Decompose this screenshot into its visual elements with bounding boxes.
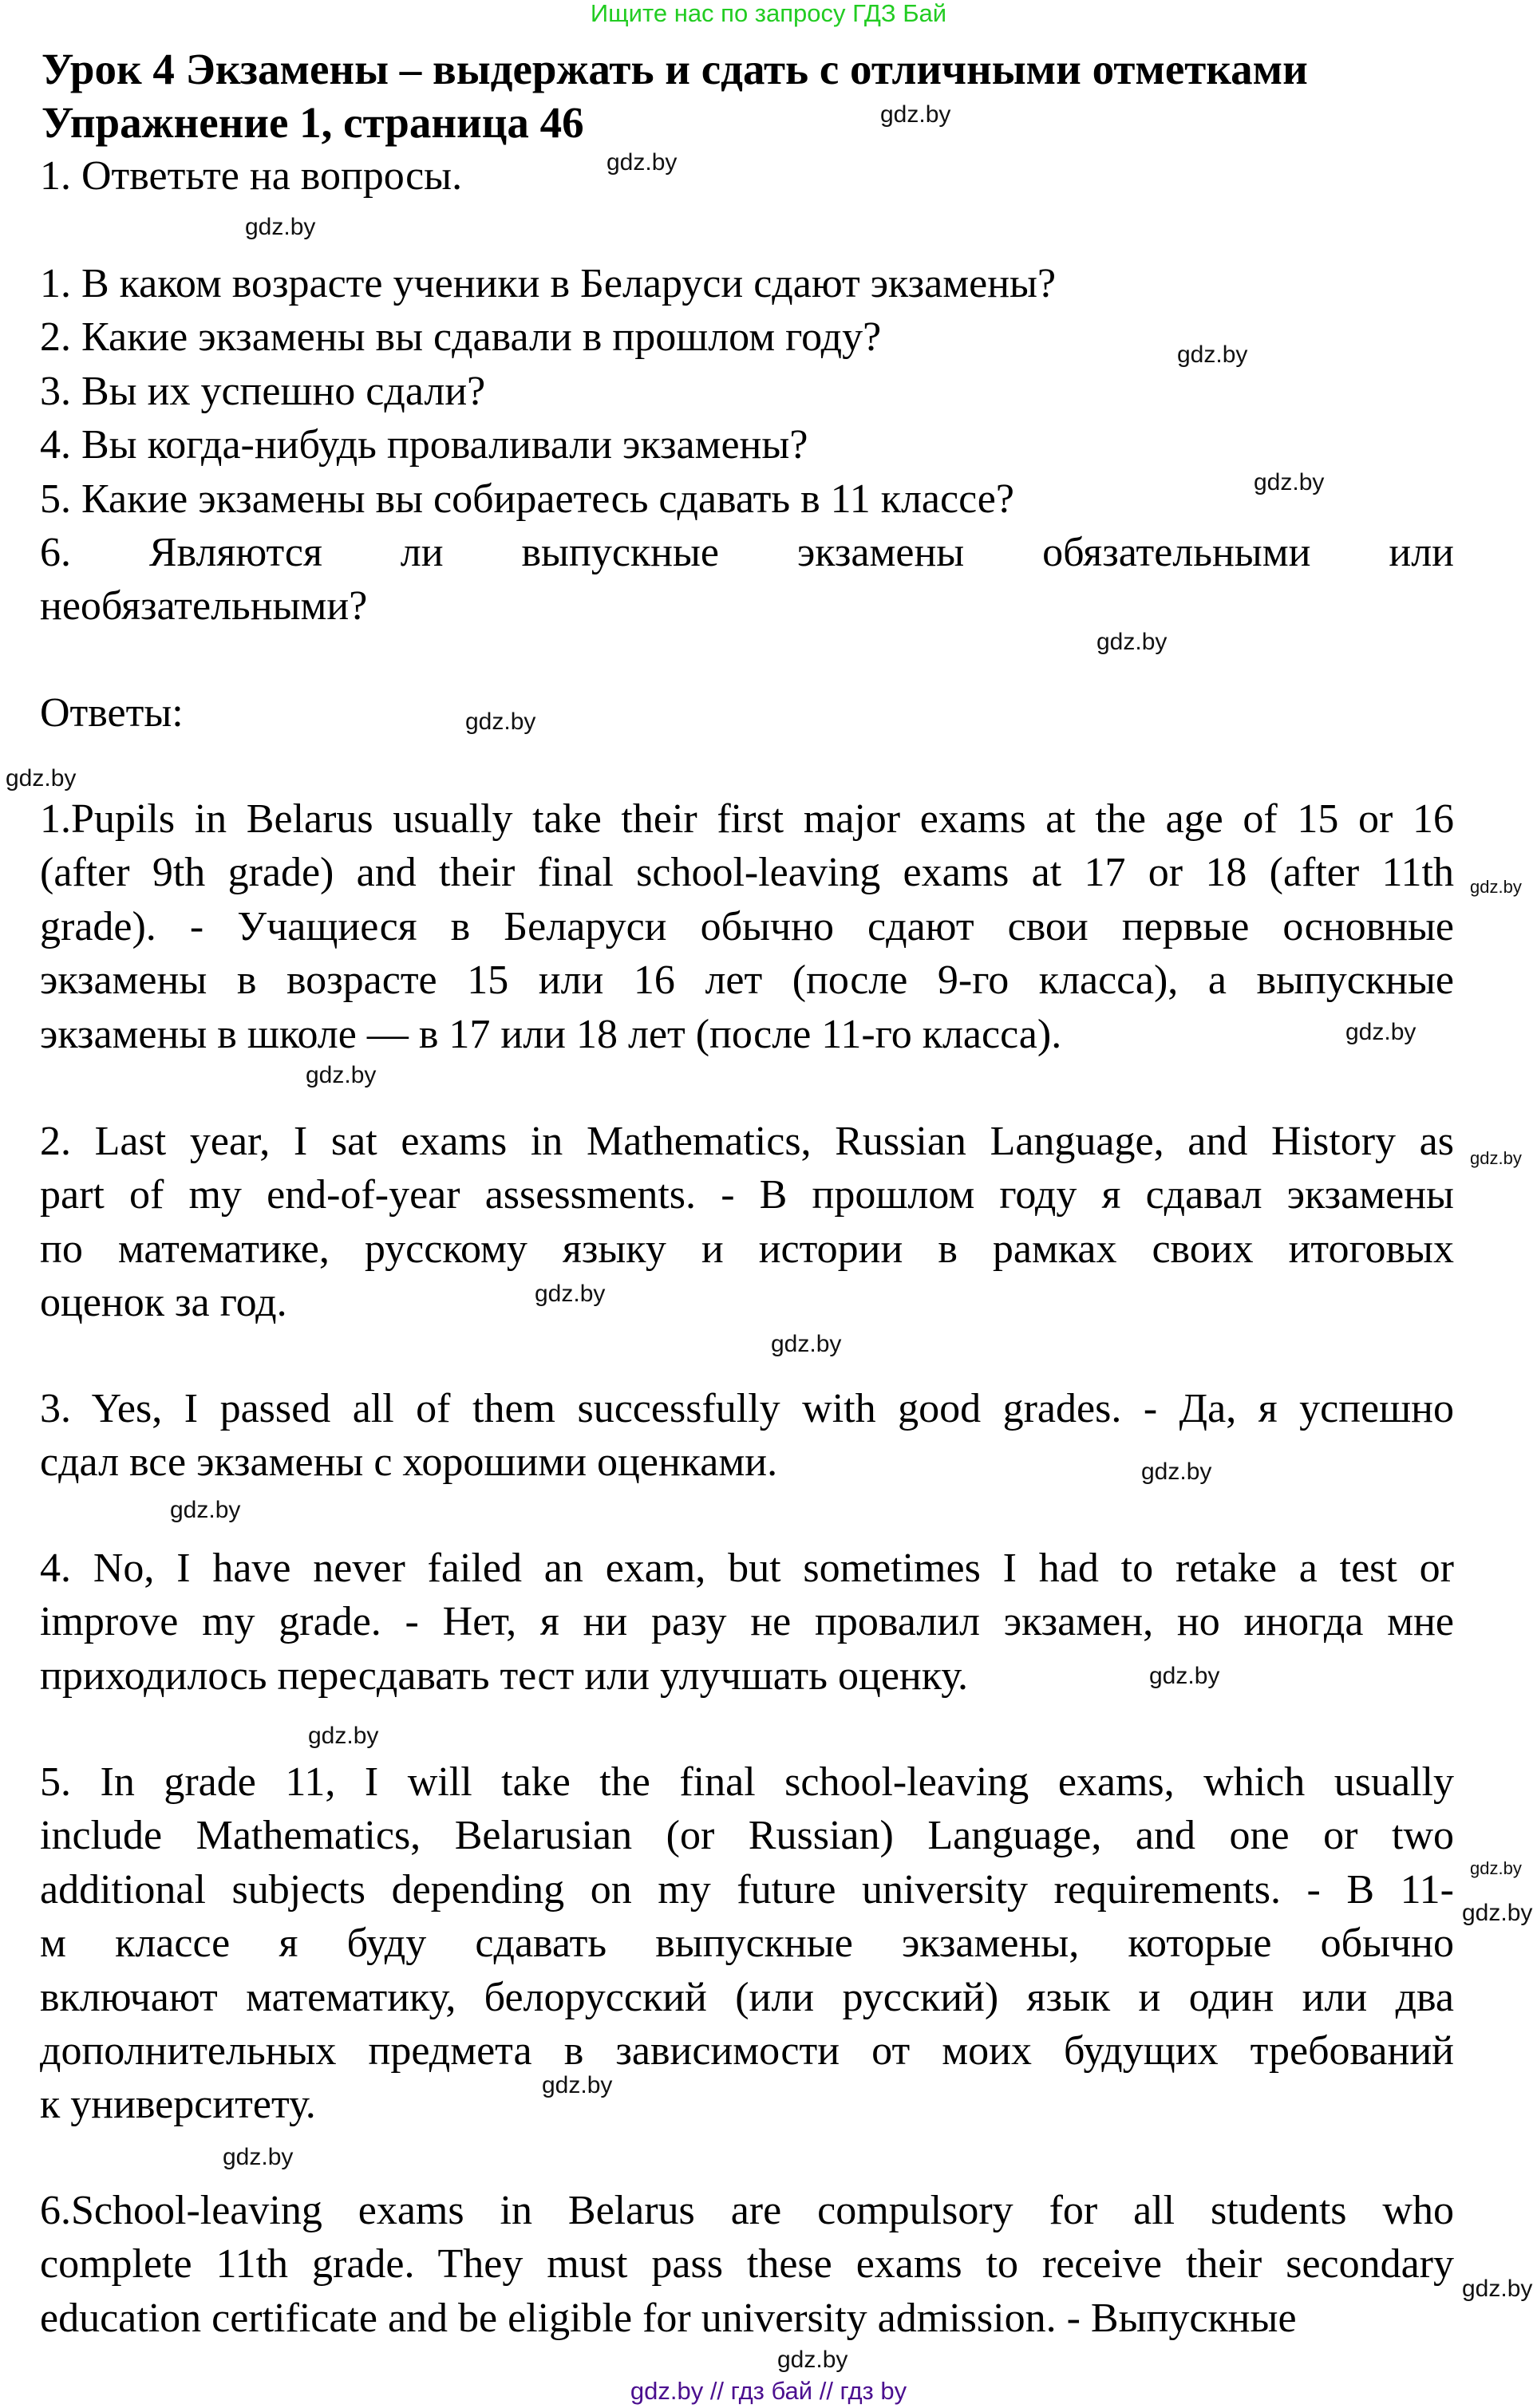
- watermark: gdz.by: [223, 2144, 294, 2170]
- answer-line: 5. In grade 11, I will take the final school-leaving exams, which usually: [40, 1759, 1454, 1805]
- answer-line: 6.School-leaving exams in Belarus are compulsory for all students who: [40, 2188, 1454, 2233]
- answer-line: оценок за год.: [40, 1280, 287, 1326]
- answer-line: improve my grade. - Нет, я ни разу не провалил экзамен, но иногда мне: [40, 1599, 1454, 1645]
- question-line: 6. Являются ли выпускные экзамены обязательными или: [40, 530, 1454, 575]
- answer-line: education certificate and be eligible for university admission. - Выпускные: [40, 2295, 1297, 2341]
- answer-line: include Mathematics, Belarusian (or Russian) Language, and one or two: [40, 1813, 1454, 1859]
- watermark: gdz.by: [170, 1497, 241, 1523]
- watermark: gdz.by: [542, 2072, 613, 2098]
- answer-line: 2. Last year, I sat exams in Mathematics, Russian Language, and History as: [40, 1119, 1454, 1164]
- watermark: gdz.by: [306, 1062, 377, 1088]
- footer-links: gdz.by // гдз бай // гдз by: [630, 2377, 907, 2405]
- answer-line: 4. No, I have never failed an exam, but sometimes I had to retake a test or: [40, 1545, 1454, 1591]
- answer-line: включают математику, белорусский (или русский) язык и один или два: [40, 1974, 1454, 2020]
- question-line: 4. Вы когда-нибудь проваливали экзамены?: [40, 422, 808, 468]
- watermark: gdz.by: [535, 1281, 606, 1307]
- watermark: gdz.by: [1149, 1663, 1220, 1689]
- answers-label: Ответы:: [40, 690, 184, 736]
- exercise-title: Упражнение 1, страница 46: [41, 98, 584, 147]
- answer-line: экзамены в школе — в 17 или 18 лет (после 11-го класса).: [40, 1011, 1062, 1057]
- answer-line: по математике, русскому языку и истории в рамках своих итоговых: [40, 1226, 1454, 1272]
- watermark: gdz.by: [1462, 1900, 1533, 1926]
- watermark: gdz.by: [1254, 469, 1325, 495]
- answer-line: м классе я буду сдавать выпускные экзамены, которые обычно: [40, 1920, 1454, 1967]
- watermark: gdz.by: [880, 101, 951, 128]
- answer-line: экзамены в возрасте 15 или 16 лет (после 9-го класса), а выпускные: [40, 957, 1454, 1004]
- question-line: 2. Какие экзамены вы сдавали в прошлом году?: [40, 314, 882, 360]
- answer-line: к университету.: [40, 2082, 316, 2128]
- task-instruction: 1. Ответьте на вопросы.: [40, 153, 463, 199]
- watermark: gdz.by: [1345, 1019, 1416, 1045]
- answer-line: 1.Pupils in Belarus usually take their first major exams at the age of 15 or 16: [40, 796, 1454, 842]
- question-line: 3. Вы их успешно сдали?: [40, 369, 486, 414]
- answer-line: сдал все экзамены с хорошими оценками.: [40, 1439, 778, 1486]
- watermark: gdz.by: [465, 709, 536, 735]
- answer-line: complete 11th grade. They must pass these exams to receive their secondary: [40, 2241, 1454, 2288]
- watermark: gdz.by: [607, 149, 678, 176]
- watermark: gdz.by: [1470, 1148, 1522, 1168]
- watermark: gdz.by: [1470, 877, 1522, 897]
- watermark: gdz.by: [245, 214, 316, 240]
- answer-line: приходилось пересдавать тест или улучшать оценку.: [40, 1652, 969, 1699]
- question-line: необязательными?: [40, 583, 368, 630]
- lesson-title: Урок 4 Экзамены – выдержать и сдать с отличными отметками: [41, 45, 1308, 93]
- watermark: gdz.by: [1462, 2276, 1533, 2302]
- watermark: gdz.by: [308, 1723, 379, 1749]
- question-line: 5. Какие экзамены вы собираетесь сдавать в 11 классе?: [40, 476, 1014, 522]
- answer-line: grade). - Учащиеся в Беларуси обычно сдают свои первые основные: [40, 903, 1454, 949]
- watermark: gdz.by: [771, 1331, 842, 1357]
- watermark: gdz.by: [6, 765, 77, 791]
- watermark: gdz.by: [1141, 1459, 1212, 1485]
- watermark: gdz.by: [1177, 341, 1248, 368]
- answer-line: (after 9th grade) and their final school-leaving exams at 17 or 18 (after 11th: [40, 850, 1454, 896]
- watermark: gdz.by: [1096, 629, 1168, 655]
- answer-line: additional subjects depending on my future university requirements. - В 11-: [40, 1866, 1454, 1913]
- answer-line: 3. Yes, I passed all of them successfully with good grades. - Да, я успешно: [40, 1386, 1454, 1431]
- watermark: gdz.by: [777, 2347, 848, 2373]
- answer-line: part of my end-of-year assessments. - В прошлом году я сдавал экзамены: [40, 1172, 1454, 1218]
- search-banner: Ищите нас по запросу ГДЗ Бай: [590, 0, 947, 27]
- question-line: 1. В каком возрасте ученики в Беларуси сдают экзамены?: [40, 261, 1057, 306]
- answer-line: дополнительных предмета в зависимости от моих будущих требований: [40, 2028, 1454, 2074]
- watermark: gdz.by: [1470, 1858, 1522, 1878]
